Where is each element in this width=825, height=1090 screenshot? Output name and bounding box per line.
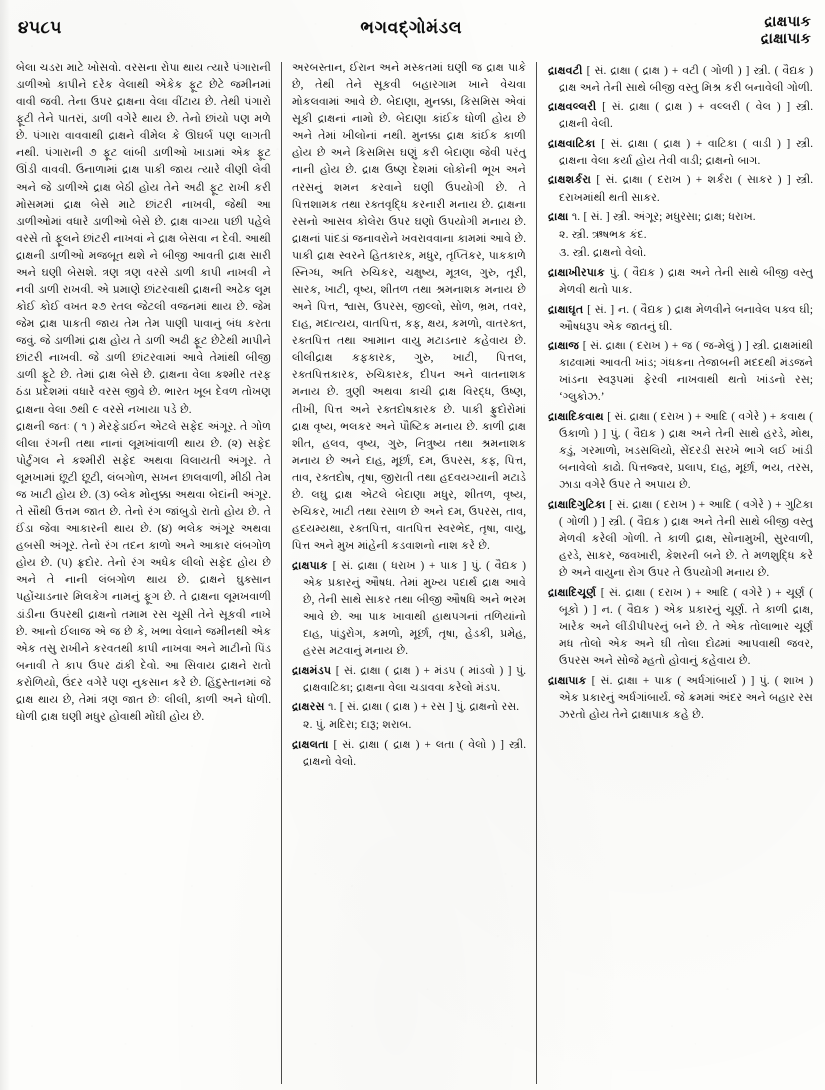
entry-headword: દ્રાક્ષશર્કરા [548,174,592,187]
column-3-body [548,63,813,724]
dictionary-entry [548,265,813,299]
column-1-body [16,60,271,726]
entry-headword: દ્રાક્ષવલ્લરી [548,101,597,114]
entry-definition: [ સં. દ્રાક્ષા ( દરાખ ) + શર્કરા ( સાકર ) ] સ્ત્રી. દરાખમાંથી થતી સાકર. [559,174,813,204]
body-paragraph: દ્રાક્ષની જતઃ ( ૧ ) મેરફેડાઈન એટલે સફેદ અંગૂર. તે ગોળ લીલા રંગની તથા નાનાં લૂમખાંવાળી થાય છે. (૨) સફેદ પોર્ટુગલ ને કશ્મીરી સફેદ અથવા વિલાયતી અંગૂર. તે લૂમખામાં છૂટી છૂટી, લંબગોળ, સખન છાલવાળી, મીઠી તેમ જ ખાટી હોય છે. (૩) બ્લેક મોનુક્કા અથવા બેદાંની અંગૂર. તે સૌથી ઉત્તમ જાત છે. તેનો રંગ જાંબુડો રાતો હોય છે. તે ઈંડા જેવા આકારની થાય છે. (૪) ભલેક અંગૂર અથવા હબસી અંગૂર. તેનો રંગ તદન કાળો અને આકાર લંબગોળ હોય છે. (૫) ફ્રદોર. તેનો રંગ અધેક લીલો સફેદ હોય છે અને તે નાની લંબગોળ થાય છે. દ્રાક્ષને ઘુક્સાન પહોંચાડનાર મિલકેગ નામનું ફૂગ છે. તે દ્રાક્ષના લૂમખવાળી ડાંડીના ઉપરથી દ્રાક્ષનો તમામ રસ ચૂસી તેને સૂકવી નાખે છે. આનો ઈલાજ એ જ છે કે, ખભા વેલાને જમીનથી એક એક તસુ રાખીને કરવતથી કાપી નાખવા અને માટીનો પિંડ બનાવી તે કાપ ઉપર ઢાંકી દેવો. આ સિવાય દ્રાક્ષને રાતો કરોળિયો, ઉંદર વગેરે પણ નુકસાન કરે છે. હિંદુસ્તાનમાં જે દ્રાક્ષ થાય છે, તેમાં ત્રણ જાત છેઃ લીલી, કાળી અને ધોળી. ધોળી દ્રાક્ષ ઘણી મધુર હોવાથી મોંઘી હોય છે. [16,420,271,723]
entry-definition: [ સં. દ્રાક્ષા ( દ્રાક્ષ ) + વલ્લરી ( વેલ ) ] સ્ત્રી. દ્રાક્ષની વેલી. [559,101,813,131]
dictionary-entry [548,302,813,336]
dictionary-entry [548,585,813,670]
dictionary-entry [548,209,813,226]
dictionary-entry [548,497,813,582]
entry-headword: દ્રાક્ષમંડપ [292,664,332,677]
scan-edge-shadow [0,0,10,1090]
text-column-3 [537,60,813,1084]
page-number: ૪૫૮૫ [18,18,62,37]
body-paragraph: અરબસ્તાન, ઈરાન અને મસ્કતમાં ઘણી જ દ્રાક્ષ પાકે છે, તેથી તેને સૂકવી બહારગામ ખાને વેચવા મોકલવામાં આવે છે. બેદાણા, મુનક્કા, કિસમિસ એવાં સૂકી દ્રાક્ષનાં નામો છે. બેદાણા કાંઈક ધોળી હોય છે અને તેમાં ખીલોનાં નથી. મુનક્કા દ્રાક્ષ કાંઈક કાળી હોય છે અને કિસમિસ ઘણું કરી બેદાણા જેવી પરંતુ નાની હોય છે. દ્રાક્ષ ઉષ્ણ દેશમાં લોકોની ભૂખ અને તરસનું શમન કરવાને ઘણી ઉપયોગી છે. તે પિત્તશામક તથા રક્તવૃદ્ધિ કરનારી મનાય છે. દ્રાક્ષના રસનો આસવ કોલેરા ઉપર ઘણો ઉપયોગી મનાય છે. દ્રાક્ષનાં પાંદડાં જનાવરોને ખવરાવવાના કામમાં આવે છે. પાકી દ્રાક્ષ સ્વરને હિતકારક, મધુર, તૃપ્તિકર, પાકકાળે સ્નિગ્ધ, અતિ રુચિકર, ચક્ષુષ્ય, મૂત્રલ, ગુરુ, તૂરી, સારક, ખાટી, વૃષ્ય, શીતળ તથા શ્રમનાશક મનાય છે અને પિત્ત, શ્વાસ, ઉપરસ, જીલ્લો, સોળ, ભ્રમ, તવર, દાહ, મદાત્યય, વાતપિત્ત, કફ, ક્ષય, કમળો, વાતરક્ત, રક્તપિત્ત તથા આમાન વાયુ મટાડનાર કહેવાય છે. લીલીદ્રાક્ષ કફકારક, ગુરુ, ખાટી, પિત્તલ, રક્તપિત્તકારક, રુચિકારક, દીપન અને વાતનાશક મનાય છે. ત્રુણી અથવા કાચી દ્રાક્ષ વિરદ્ધ, ઉષ્ણ, તીખી, પિત્ત અને રક્તદોષકારક છે. પાકી ફ્રુદોરોમાં દ્રાક્ષ વૃષ્ય, ભલકર અને પૌષ્ટિક મનાય છે. કાળી દ્રાક્ષ શીત, હલવ, વૃષ્ય, ગુરુ, નિત્રુષ્ય તથા શ્રમનાશક મનાય છે અને દાહ, મૂર્છા, દમ, ઉપરસ, કફ, પિત્ત, તાવ, રક્તદોષ, તૃષા, જીરાતી તથા હદવયગ્યાની મટાડે છે. લઘુ દ્રાક્ષ એટલે બેદાણા મધુર, શીતળ, વૃષ્ય, રુચિકર, ખાટી તથા રસાળ છે અને દમ, ઉપરસ, તાવ, હદયમ્યથા, રક્તપિત્ત, વાતપિત્ત સ્વરભેદ, તૃષા, વાયુ, પિત્ત અને મુખ માંહેની કડવાશનો નાશ કરે છે. [292,62,526,553]
entry-definition: [ સં. દ્રાક્ષા ( દરાખ ) + જ ( જ-મેલું ) ] સ્ત્રી. દ્રાક્ષમાંથી કાઢવામાં આવતી ખાંડ; ગંધકના તેજાબની મદદથી મંડજને ખાંડના સ્વરૂપમાં ફેરવી નાખવાથી થતો ખાંડનો રસ; ‘ગ્લુકોઝ.’ [559,340,813,404]
entry-definition: [ સં. દ્રાક્ષા ( દ્રાક્ષ ) + લતા ( વેલો ) ] સ્ત્રી. દ્રાક્ષનો વેલો. [303,739,526,769]
entry-headword: દ્રાક્ષાજ [548,340,580,353]
body-paragraph: બેલા ચડરા માટે ખોસવો. વરસના રોપા થાય ત્યારે પંગારાની ડાળીઓ કાપીને દરેક વેલાથી એકેક ફૂટ છેટે જમીનમાં વાવી જવી. તેના ઉપર દ્રાક્ષના વેલા વીંટાય છે. તેથી પંગારો ફૂટી તેને પાતરાં, ડાળી વગેરે થાય છે. તેનો છાંયો પણ મળે છે. પંગારા વાવવાથી દ્રાક્ષને વીમેલ કે ઊઘર્બ પણ લાગતી નથી. પંગારાની ૭ ફૂટ લાંબી ડાળીઓ ખાડામાં એક ફૂટ ઊંડી વાવવી. ઉનાળામાં દ્રાક્ષ પાકી જાય ત્યારે વીણી લેવી અને જે ડાળીએ દ્રાક્ષ બેઠી હોય તેને અઢી ફૂટ રાખી કરી મોસમમાં દ્રાક્ષ બેસે માટે છાંટરી નાખવી, જેથી આ ડાળીઓમાં વધારે ડાળીઓ બેસે છે. દ્રાક્ષ વાગ્યા પછી પહેલે વરસે તો ફૂલને છાંટરી નાખવાં ને દ્રાક્ષ બેસવા ન દેવી. આથી દ્રાક્ષની ડાળીઓ મજબૂત થશે ને બીજી આવતી દ્રાક્ષ સારી અને ઘણી બેસશે. ત્રણ ત્રણ વરસે ડાળી કાપી નાખવી ને નવી ડાળી રાખવી. એ પ્રમાણે છાંટરવાથી દ્રાક્ષની અઢેક લૂમ કોઈ કોઈ વખત ૨૭ રતલ જેટલી વજનમાં થાય છે. જેમ જેમ દ્રાક્ષ પાકતી જાય તેમ તેમ પાણી પાવાનું બંધ કરતા જવું. જે ડાળીમાં દ્રાક્ષ હોય તે ડાળી અઢી ફૂટ છેટેથી માપીને છાંટરી નાખવી. જે ડાળી છાંટરવામાં આવે તેમાંથી બીજી ડાળી ફૂટે છે. તેમાં દ્રાક્ષ બેસે છે. દ્રાક્ષના વેલા કશ્મીર તરફ ઠંડા પ્રદેશમાં વધારે વરસ જીવે છે. ભારત ખૂબ દેવળ તોખણ દ્રાક્ષના વેલા ૭થી ૯ વરસે નખાયા પડે છે. [16,62,271,416]
entry-headword: દ્રાક્ષપાક [292,559,328,572]
text-column-1 [16,60,282,1084]
entry-definition: [ સં. દ્રાક્ષા ( દ્રાક્ષ ) + વટી ( ગોળી ) ] સ્ત્રી. ( વૈદ્યક ) દ્રાક્ષ અને તેની સાથે બીજી વસ્તુ મિશ્ર કરી બનાવેલી ગોળી. [559,64,813,94]
dictionary-entry [548,99,813,133]
entry-headword: દ્રાક્ષાઘૃત [548,303,584,316]
entry-headword: દ્રાક્ષાદિચૂર્ણ [548,586,597,599]
dictionary-entry [292,737,526,771]
guide-words [761,14,811,48]
entry-sense: ૨. સ્ત્રી. ઋષભક કંદ. [559,229,647,242]
entry-definition: [ સં. દ્રાક્ષા ( દરાખ ) + આદિ ( વગેરે ) + ગુટિકા ( ગોળી ) ] સ્ત્રી. ( વૈદ્યક ) દ્રાક્ષ અને તેની સાથે બીજી વસ્તુ મેળવી કરેલી ગોળી. તે કાળી દ્રાક્ષ, સોનામુખી, સુરવાળી, હરડે, સાકર, જવખારી, કેશરની બને છે. તે મળશુદ્ધિ કરે છે અને વાયુના રોગ ઉપર તે ઉપયોગી મનાય છે. [559,498,813,580]
entry-headword: દ્રાક્ષરસ [292,701,325,714]
dictionary-entry [548,63,813,97]
dictionary-entry [548,673,813,724]
entry-headword: દ્રાક્ષલતા [292,739,329,752]
running-head [18,14,811,56]
guide-word-first: દ્રાક્ષપાક [764,14,811,30]
entry-definition: ૧. [ સં. ] સ્ત્રી. અંગૂર; મધુરસા; દ્રાક્ષ; ધરાખ. [568,211,756,224]
book-title: ભગવદ્‌ગોમંડલ [360,18,463,37]
dictionary-entry [548,409,813,494]
dictionary-entry [548,172,813,206]
entry-headword: દ્રાક્ષાદિકવાથ [548,410,604,423]
entry-sense: ૨. પું. મદિરા; દારૂ; શરાબ. [303,719,412,732]
entry-definition: [ સં. ] ન. ( વૈદ્યક ) દ્રાક્ષ મેળવીને બનાવેલ પક્વ ઘી; ઔષધરૂપ એક જાતનું ઘી. [559,303,813,333]
entry-sense: ૩. સ્ત્રી. દ્રાક્ષનો વેલો. [559,247,647,260]
entry-definition: [ સં. દ્રાક્ષા + પાક ( અર્ધગાંબાર્ય ) ] પું. ( શાખ ) એક પ્રકારનું અર્ધગાંબાર્ય. જે ક્રમમાં અંદર અને બહાર રસ ઝરતો હોય તેને દ્રાક્ષાપાક કહે છે. [559,674,813,721]
dictionary-entry [292,558,526,660]
entry-definition: [ સં. દ્રાક્ષા ( ધરાખ ) + પાક ] પું. ( વૈદ્યક ) એક પ્રકારનું ઔષધ. તેમાં મુખ્ય પદાર્થ દ્રાક્ષ આવે છે, તેની સાથે સાકર તથા બીજી ઔષધિ અને ભરમ આવે છે. આ પાક ખાવાથી હાથપગનાં તળિયાંનો દાહ, પાંડુરોગ, કમળો, મૂર્છા, તૃષા, હેડકી, પ્રમેહ, હરસ મટવાનું મનાય છે. [303,559,526,658]
text-column-2 [282,60,537,1084]
entry-definition: [ સં. દ્રાક્ષા ( દરાખ ) + આદિ ( વગેરે ) + કવાથ ( ઉકાળો ) ] પું. ( વૈદ્યક ) દ્રાક્ષ અને તેની સાથે હરડે, મોથ, કડું, ગરમાળો, ખડસલિયો, સેંદરડી સરખે ભાગે લઈ ખાંડી બનાવેલો કાઢો. પિત્તજ્વર, પ્રલાપ, દાહ, મૂર્છા, ભય, તરસ, ઝાડા વગેરે ઉપર તે અપાય છે. [559,410,813,492]
entry-definition: ૧. [ સં. દ્રાક્ષા ( દ્રાક્ષ ) + રસ ] પું. દ્રાક્ષનો રસ. [324,701,520,714]
entry-definition: [ સં. દ્રાક્ષા ( દ્રાક્ષ ) + મંડપ ( માંડવો ) ] પું. દ્રાક્ષવાટિકા; દ્રાક્ષના વેલા ચડાવવા કરેલો મંડપ. [303,664,526,694]
dictionary-entry [292,699,526,716]
entry-headword: દ્રાક્ષાદિગુટિકા [548,498,606,511]
column-2-body [292,60,526,771]
entry-headword: દ્રાક્ષા [548,211,569,224]
entry-headword: દ્રાક્ષાખીરપાક [548,266,605,279]
guide-word-last: દ્રાક્ષાપાક [760,31,811,48]
entry-definition: પું. ( વૈદ્યક ) દ્રાક્ષ અને તેની સાથે બીજી વસ્તુ મેળવી થતો પાક. [559,266,813,296]
entry-headword: દ્રાક્ષાપાક [548,674,587,687]
dictionary-entry [292,663,526,697]
dictionary-entry [548,338,813,406]
entry-headword: દ્રાક્ષવટી [548,64,583,77]
text-columns [16,60,813,1084]
entry-headword: દ્રાક્ષવાટિકા [548,137,596,150]
dictionary-entry [548,136,813,170]
entry-definition: [ સં. દ્રાક્ષા ( દ્રાક્ષ ) + વાટિકા ( વાડી ) ] સ્ત્રી. દ્રાક્ષના વેલા કર્યા હોય તેવી વાડી; દ્રાક્ષનો બાગ. [559,137,813,167]
entry-definition: [ સં. દ્રાક્ષા ( દરાખ ) + આદિ ( વગેરે ) + ચૂર્ણ ( બૂકો ) ] ન. ( વૈદ્યક ) એક પ્રકારનું ચૂર્ણ. તે કાળી દ્રાક્ષ, ખારેક અને લીંડીપીપરનું બને છે. તે એક તોલાભાર ચૂર્ણ મધ તોલો એક અને ઘી તોલા દોઢમાં આપવાથી જવર, ઉપરસ અને સોજે મ્હતો હોવાનું કહેવાય છે. [559,586,813,668]
